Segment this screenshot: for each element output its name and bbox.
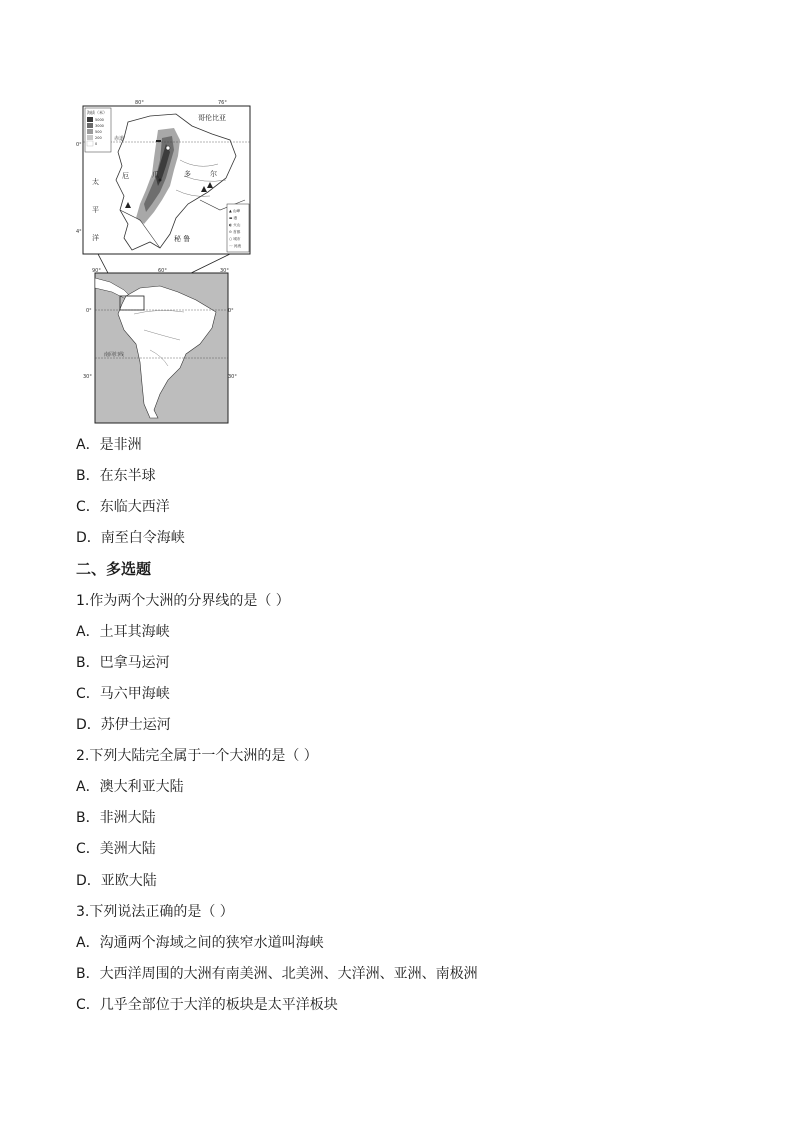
volcano-symbol	[159, 179, 162, 182]
question-stem: 3.下列说法正确的是（ ）	[76, 904, 234, 920]
legend-level: 500	[95, 130, 102, 134]
option-letter: A	[76, 935, 86, 951]
option-row: D．南至白令海峡	[76, 530, 185, 546]
legend-item: ○ 城市	[229, 237, 241, 241]
ecuador-label: 厄	[122, 172, 129, 180]
option-text: 东临大西洋	[99, 499, 170, 515]
legend-item: ▲ 山峰	[229, 209, 241, 213]
option-row: C．美洲大陆	[76, 841, 156, 857]
option-letter: B	[76, 810, 86, 826]
coord-label: 30°	[220, 268, 229, 274]
option-text: 南至白令海峡	[100, 530, 185, 546]
legend-level: 5000	[95, 118, 104, 122]
option-row: B．巴拿马运河	[76, 655, 170, 671]
option-row: A．土耳其海峡	[76, 624, 170, 640]
option-row: B．在东半球	[76, 468, 156, 484]
question-stem: 2.下列大陆完全属于一个大洲的是（ ）	[76, 748, 318, 764]
option-letter: C	[76, 686, 86, 702]
option-text: 亚欧大陆	[100, 873, 157, 889]
option-letter: C	[76, 499, 86, 515]
pacific-label: 平	[92, 206, 99, 214]
option-letter: C	[76, 997, 86, 1013]
option-text: 美洲大陆	[99, 841, 156, 857]
capital-symbol	[166, 146, 170, 150]
pacific-label: 太	[92, 178, 99, 186]
map-svg	[76, 100, 260, 425]
section-heading: 二、多选题	[76, 560, 152, 578]
peru-label: 秘 鲁	[174, 235, 191, 243]
legend-swatch	[87, 129, 93, 134]
ecuador-label: 多	[184, 170, 191, 178]
option-letter: B	[76, 966, 86, 982]
ecuador-label: 瓜	[152, 171, 159, 179]
option-text: 苏伊士运河	[100, 717, 171, 733]
option-row: C．马六甲海峡	[76, 686, 170, 702]
coord-label: 80°	[135, 100, 144, 106]
option-letter: B	[76, 468, 86, 484]
option-row: C．几乎全部位于大洋的板块是太平洋板块	[76, 997, 338, 1013]
option-text: 沟通两个海域之间的狭窄水道叫海峡	[99, 935, 324, 951]
legend-item: ▬ 港	[229, 216, 238, 220]
equator-label: 赤道	[114, 136, 125, 142]
legend-level: 0	[95, 142, 98, 146]
ecuador-map-figure	[76, 100, 260, 425]
legend-swatch	[87, 141, 93, 146]
legend-item: ◐ 火山	[229, 223, 241, 227]
option-row: B．非洲大陆	[76, 810, 156, 826]
option-text: 澳大利亚大陆	[99, 779, 184, 795]
option-letter: B	[76, 655, 86, 671]
ecuador-label: 尔	[210, 170, 217, 178]
option-row: C．东临大西洋	[76, 499, 170, 515]
coord-label: 0°	[76, 142, 82, 148]
option-text: 几乎全部位于大洋的板块是太平洋板块	[99, 997, 338, 1013]
legend-item: 〰 河流	[229, 244, 241, 248]
legend-swatch	[87, 123, 93, 128]
option-text: 是非洲	[99, 437, 142, 453]
option-text: 非洲大陆	[99, 810, 156, 826]
legend-title: 海拔（米）	[87, 110, 107, 115]
option-text: 在东半球	[99, 468, 156, 484]
coord-label: 0°	[228, 308, 234, 314]
coord-label: 76°	[218, 100, 227, 106]
coord-label: 30°	[228, 374, 237, 380]
option-row: A．沟通两个海域之间的狭窄水道叫海峡	[76, 935, 324, 951]
elevation-legend	[85, 108, 111, 152]
symbol-legend	[227, 204, 249, 252]
option-letter: A	[76, 624, 86, 640]
option-letter: D	[76, 873, 87, 889]
option-text: 土耳其海峡	[99, 624, 170, 640]
option-letter: A	[76, 437, 86, 453]
coord-label: 90°	[92, 268, 101, 274]
option-text: 马六甲海峡	[99, 686, 170, 702]
option-row: A．是非洲	[76, 437, 142, 453]
option-row: D．亚欧大陆	[76, 873, 157, 889]
option-letter: C	[76, 841, 86, 857]
port-symbol	[156, 140, 161, 142]
option-letter: A	[76, 779, 86, 795]
pacific-label: 洋	[92, 234, 99, 242]
legend-swatch	[87, 135, 93, 140]
coord-label: 60°	[158, 268, 167, 274]
legend-level: 3000	[95, 124, 104, 128]
option-row: D．苏伊士运河	[76, 717, 171, 733]
coord-label: 0°	[86, 308, 92, 314]
option-row: A．澳大利亚大陆	[76, 779, 184, 795]
legend-swatch	[87, 117, 93, 122]
option-text: 大西洋周围的大洲有南美洲、北美洲、大洋洲、亚洲、南极洲	[99, 966, 478, 982]
option-row: B．大西洋周围的大洲有南美洲、北美洲、大洋洲、亚洲、南极洲	[76, 966, 478, 982]
option-letter: D	[76, 717, 87, 733]
coord-label: 30°	[83, 374, 92, 380]
question-stem: 1.作为两个大洲的分界线的是（ ）	[76, 593, 290, 609]
tropic-label: 南回归线	[104, 352, 125, 358]
coord-label: 4°	[76, 229, 82, 235]
legend-level: 200	[95, 136, 102, 140]
option-letter: D	[76, 530, 87, 546]
legend-item: ⊙ 首都	[229, 230, 241, 234]
colombia-label: 哥伦比亚	[198, 114, 226, 122]
option-text: 巴拿马运河	[99, 655, 170, 671]
